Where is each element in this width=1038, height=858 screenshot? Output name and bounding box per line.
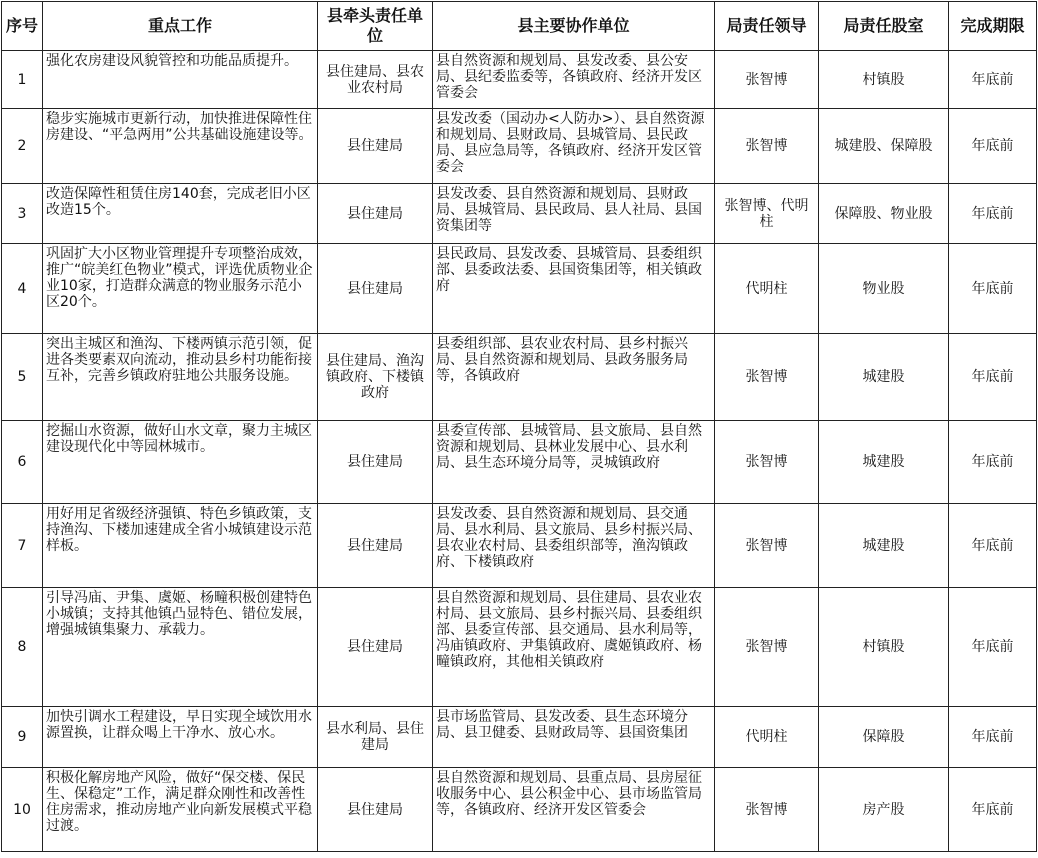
row-deadline: 年底前 [949,768,1037,852]
header-bureau-office: 局责任股室 [819,2,949,51]
row-deadline: 年底前 [949,184,1037,244]
row-lead-unit: 县住建局 [318,244,433,334]
row-leader: 张智博 [715,421,819,504]
header-task: 重点工作 [43,2,318,51]
table-row [2,334,1037,421]
row-task: 挖掘山水资源，做好山水文章，聚力主城区建设现代化中等园林城市。 [43,421,318,504]
row-deadline: 年底前 [949,588,1037,707]
row-lead-unit: 县住建局 [318,184,433,244]
row-deadline: 年底前 [949,51,1037,109]
row-lead-unit: 县住建局 [318,109,433,184]
header-row [2,2,1037,51]
row-deadline: 年底前 [949,109,1037,184]
row-lead-unit: 县住建局、县农业农村局 [318,51,433,109]
row-deadline: 年底前 [949,504,1037,588]
header-bureau-leader: 局责任领导 [715,2,819,51]
header-index: 序号 [2,2,43,51]
row-leader: 张智博 [715,51,819,109]
row-lead-unit: 县住建局 [318,588,433,707]
row-index: 1 [2,51,43,109]
row-task: 巩固扩大小区物业管理提升专项整治成效，推广“皖美红色物业”模式，评选优质物业企业10家，打造群众满意的物业服务示范小区20个。 [43,244,318,334]
row-lead-unit: 县住建局、渔沟镇政府、下楼镇政府 [318,334,433,421]
row-co-units: 县自然资源和规划局、县发改委、县公安局、县纪委监委等，各镇政府、经济开发区管委会 [433,51,715,109]
row-co-units: 县发改委、县自然资源和规划局、县交通局、县水利局、县文旅局、县乡村振兴局、县农业农村局、县委组织部等，渔沟镇政府、下楼镇政府 [433,504,715,588]
header-co-units: 县主要协作单位 [433,2,715,51]
row-co-units: 县发改委、县自然资源和规划局、县财政局、县城管局、县民政局、县人社局、县国资集团等 [433,184,715,244]
row-leader: 代明柱 [715,707,819,768]
row-task: 强化农房建设风貌管控和功能品质提升。 [43,51,318,109]
header-deadline: 完成期限 [949,2,1037,51]
table-row [2,707,1037,768]
row-index: 2 [2,109,43,184]
key-work-table [1,1,1037,852]
row-office: 城建股、保障股 [819,109,949,184]
row-index: 4 [2,244,43,334]
row-co-units: 县发改委（国动办<人防办>）、县自然资源和规划局、县财政局、县城管局、县民政局、县应急局等，各镇政府、经济开发区管委会 [433,109,715,184]
row-leader: 张智博 [715,768,819,852]
row-lead-unit: 县住建局 [318,504,433,588]
row-office: 保障股 [819,707,949,768]
table-row [2,768,1037,852]
row-leader: 张智博 [715,504,819,588]
row-lead-unit: 县水利局、县住建局 [318,707,433,768]
row-co-units: 县市场监管局、县发改委、县生态环境分局、县卫健委、县财政局等、县国资集团 [433,707,715,768]
row-office: 物业股 [819,244,949,334]
row-task: 改造保障性租赁住房140套，完成老旧小区改造15个。 [43,184,318,244]
table-row [2,244,1037,334]
row-index: 3 [2,184,43,244]
row-office: 保障股、物业股 [819,184,949,244]
row-deadline: 年底前 [949,334,1037,421]
row-task: 积极化解房地产风险，做好“保交楼、保民生、保稳定”工作，满足群众刚性和改善性住房需求，推动房地产业向新发展模式平稳过渡。 [43,768,318,852]
row-index: 5 [2,334,43,421]
row-index: 9 [2,707,43,768]
row-leader: 张智博、代明柱 [715,184,819,244]
row-deadline: 年底前 [949,707,1037,768]
header-lead-unit: 县牵头责任单位 [318,2,433,51]
row-index: 10 [2,768,43,852]
table-row [2,184,1037,244]
row-task: 突出主城区和渔沟、下楼两镇示范引领，促进各类要素双向流动，推动县乡村功能衔接互补，完善乡镇政府驻地公共服务设施。 [43,334,318,421]
table-row [2,421,1037,504]
row-co-units: 县民政局、县发改委、县城管局、县委组织部、县委政法委、县国资集团等，相关镇政府 [433,244,715,334]
row-office: 城建股 [819,334,949,421]
table-row [2,109,1037,184]
row-leader: 代明柱 [715,244,819,334]
table-row [2,51,1037,109]
row-office: 城建股 [819,421,949,504]
row-deadline: 年底前 [949,244,1037,334]
row-index: 7 [2,504,43,588]
row-lead-unit: 县住建局 [318,421,433,504]
row-task: 用好用足省级经济强镇、特色乡镇政策，支持渔沟、下楼加速建成全省小城镇建设示范样板。 [43,504,318,588]
row-leader: 张智博 [715,588,819,707]
row-co-units: 县自然资源和规划局、县重点局、县房屋征收服务中心、县公积金中心、县市场监管局等，各镇政府、经济开发区管委会 [433,768,715,852]
row-deadline: 年底前 [949,421,1037,504]
row-co-units: 县委组织部、县农业农村局、县乡村振兴局、县自然资源和规划局、县政务服务局等，各镇政府 [433,334,715,421]
row-leader: 张智博 [715,109,819,184]
row-office: 村镇股 [819,51,949,109]
row-office: 房产股 [819,768,949,852]
table-row [2,504,1037,588]
row-co-units: 县自然资源和规划局、县住建局、县农业农村局、县文旅局、县乡村振兴局、县委组织部、县委宣传部、县交通局、县水利局等，冯庙镇政府、尹集镇政府、虞姬镇政府、杨疃镇政府，其他相关镇政府 [433,588,715,707]
row-leader: 张智博 [715,334,819,421]
row-lead-unit: 县住建局 [318,768,433,852]
row-task: 引导冯庙、尹集、虞姬、杨疃积极创建特色小城镇；支持其他镇凸显特色、错位发展，增强城镇集聚力、承载力。 [43,588,318,707]
row-index: 8 [2,588,43,707]
table-row [2,588,1037,707]
row-office: 城建股 [819,504,949,588]
row-index: 6 [2,421,43,504]
row-co-units: 县委宣传部、县城管局、县文旅局、县自然资源和规划局、县林业发展中心、县水利局、县生态环境分局等，灵城镇政府 [433,421,715,504]
row-office: 村镇股 [819,588,949,707]
row-task: 稳步实施城市更新行动，加快推进保障性住房建设、“平急两用”公共基础设施建设等。 [43,109,318,184]
row-task: 加快引调水工程建设，早日实现全域饮用水源置换，让群众喝上干净水、放心水。 [43,707,318,768]
